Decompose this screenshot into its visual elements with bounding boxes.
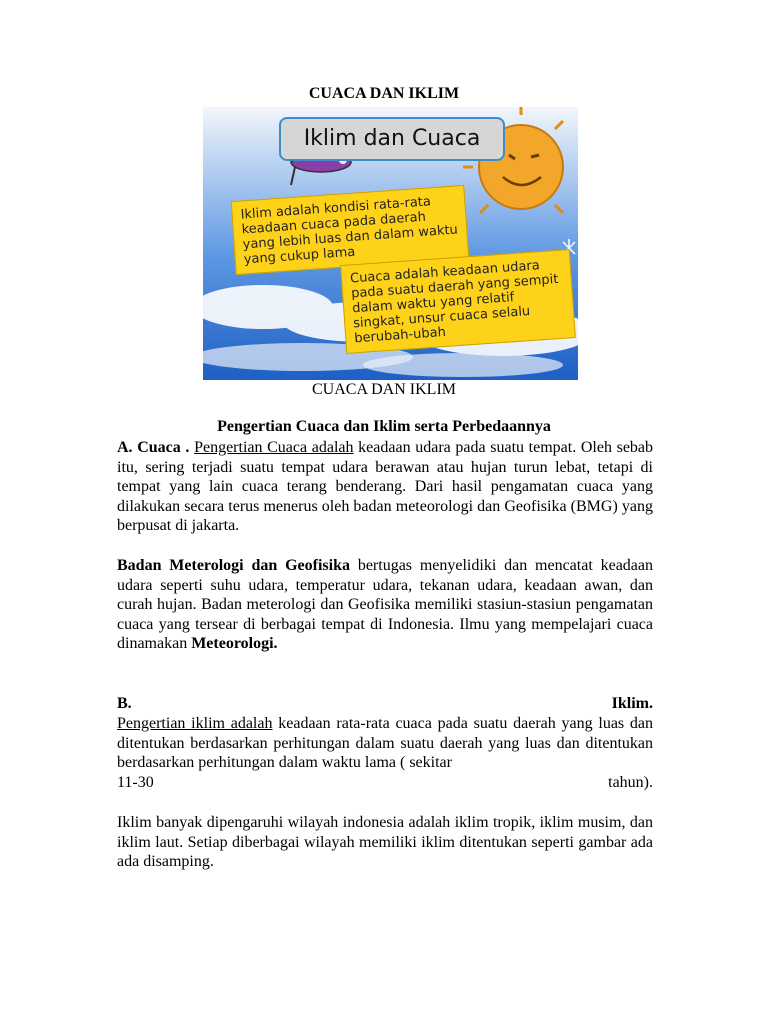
section-b-paragraph — [117, 714, 653, 792]
document-title: CUACA DAN IKLIM — [308, 85, 460, 102]
bmg-bold-end: Meteorologi. — [191, 635, 278, 652]
bmg-text: bertugas menyelidiki dan mencatat keadaan udara seperti suhu udara, temperatur udara, tekanan udara, keadaan awan, dan curah hujan. Badan meterologi dan Geofisika memiliki stasiun-stasiun pengamatan cuaca yang tersear di berbagai tempat di Indonesia. Ilmu yang mempelajari cuaca dinamakan — [117, 557, 653, 652]
section-b-range-right: tahun). — [608, 773, 653, 791]
section-b-label-right: Iklim. — [611, 695, 653, 712]
section-a-paragraph — [117, 438, 653, 536]
section-b-term: Pengertian iklim adalah — [117, 715, 273, 732]
image-caption: CUACA DAN IKLIM — [312, 381, 456, 398]
bmg-bold-start: Badan Meterologi dan Geofisika — [117, 557, 350, 574]
note-cuaca: Cuaca adalah keadaan udara pada suatu daerah yang sempit dalam waktu yang relatif singkat, unsur cuaca selalu berubah-ubah — [340, 249, 576, 354]
weather-climate-illustration — [203, 107, 578, 380]
iklim-text: Iklim banyak dipengaruhi wilayah indonesia adalah iklim tropik, iklim musim, dan iklim laut. Setiap diberbagai wilayah memiliki iklim ditentukan seperti gambar ada ada disamping. — [117, 814, 653, 870]
illustration-banner: Iklim dan Cuaca — [279, 117, 505, 161]
note-iklim: Iklim adalah kondisi rata-rata keadaan cuaca pada daerah yang lebih luas dan dalam waktu yang cukup lama — [231, 185, 470, 275]
section-a-label: A. Cuaca . — [117, 439, 190, 456]
iklim-paragraph — [117, 813, 653, 872]
section-a-text: keadaan udara pada suatu tempat. Oleh sebab itu, sering terjadi suatu tempat udara berawan atau hujan turun lebat, tetapi di tempat yang lain cuaca terang benderang. Dari hasil pengamatan cuaca yang dilakukan secara terus menerus oleh badan meteorologi dan Geofisika (BMG) yang berpusat di jakarta. — [117, 439, 654, 534]
section-b-range-left: 11-30 — [117, 773, 154, 791]
section-b-heading — [117, 694, 653, 714]
section-b-label-left: B. — [117, 695, 132, 712]
section-b-text: keadaan rata-rata cuaca pada suatu daerah yang luas dan ditentukan berdasarkan perhitungan dalam suatu daerah yang luas dan ditentukan berdasarkan perhitungan dalam waktu lama ( sekitar — [117, 715, 654, 771]
section-a-term: Pengertian Cuaca adalah — [194, 439, 354, 456]
section-subtitle: Pengertian Cuaca dan Iklim serta Perbedaannya — [217, 418, 551, 435]
bmg-paragraph — [117, 556, 653, 654]
